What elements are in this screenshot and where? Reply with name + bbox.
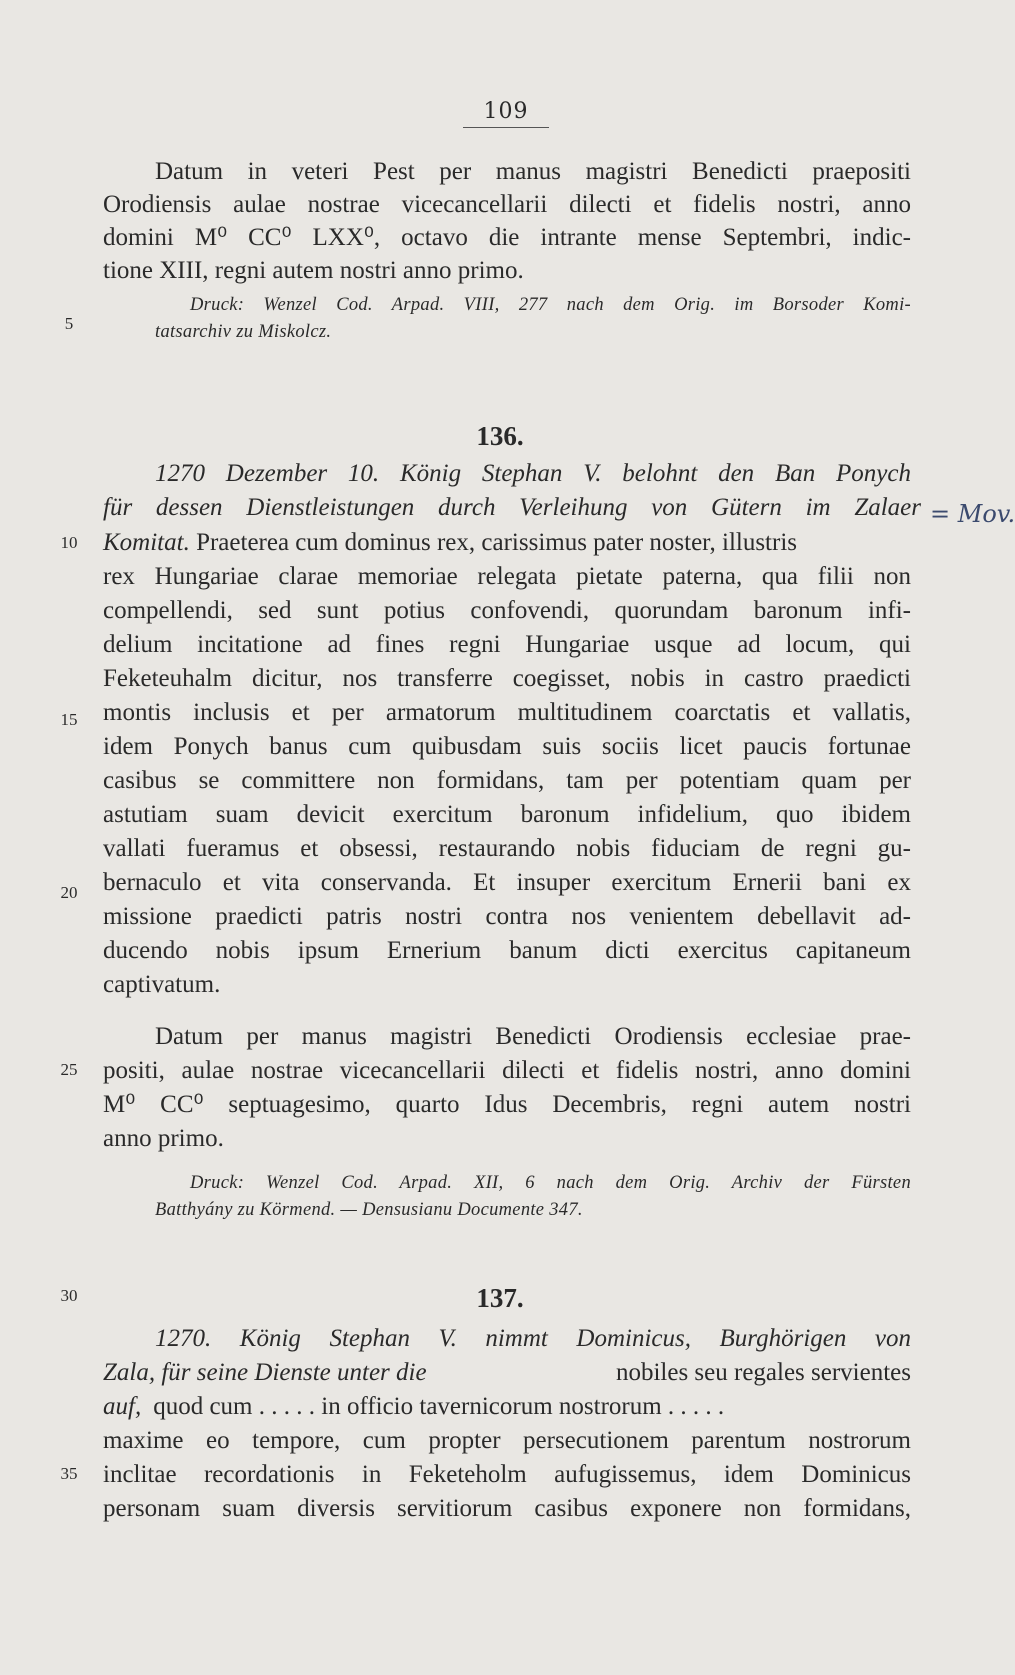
text-line: captivatum. [103,971,221,998]
line-number: 10 [60,533,78,552]
regest-line: 1270. König Stephan V. nimmt Dominicus, Burghörigen von [155,1325,911,1352]
text-segment: Praeterea cum dominus rex, carissimus pater noster, illustris [196,529,798,556]
print-note: tatsarchiv zu Miskolcz. [155,322,332,342]
text-line: anno primo. [103,1125,224,1152]
line-number: 20 [60,883,78,902]
line-number: 25 [60,1060,78,1079]
regest-line: für dessen Dienstleistungen durch Verleihung von Gütern im Zalaer [103,494,921,521]
text-line: idem Ponych banus cum quibusdam suis sociis licet paucis fortunae [103,733,911,760]
text-line: Datum in veteri Pest per manus magistri Benedicti praepositi [155,158,911,185]
text-segment: nobiles seu regales servientes [615,1359,911,1386]
text-line: ducendo nobis ipsum Ernerium banum dicti exercitus capitaneum [103,937,911,964]
print-note: Druck: Wenzel Cod. Arpad. VIII, 277 nach dem Orig. im Borsoder Komi- [190,295,911,315]
page-number: 109 [483,99,529,124]
text-line: astutiam suam devicit exercitum baronum infidelium, quo ibidem [103,801,911,828]
text-line: rex Hungariae clarae memoriae relegata pietate paterna, qua filii non [103,563,911,590]
text-line: positi, aulae nostrae vicecancellarii dilecti et fidelis nostri, anno domini [103,1057,911,1084]
regest-segment: auf, [103,1393,142,1420]
text-line [103,1356,911,1390]
print-note: Druck: Wenzel Cod. Arpad. XII, 6 nach dem Orig. Archiv der Fürsten [190,1173,911,1193]
text-segment: quod cum . . . . . in officio tavernicorum nostrorum . . . . . [153,1393,725,1420]
line-number: 30 [60,1286,78,1305]
text-line: tione XIII, regni autem nostri anno primo. [103,257,524,284]
line-number: 15 [60,710,78,729]
line-number: 35 [60,1464,78,1483]
text-line: missione praedicti patris nostri contra nos venientem debellavit ad- [103,903,911,930]
text-line: domini M⁰ CC⁰ LXX⁰, octavo die intrante mense Septembri, indic- [103,224,911,251]
text-line: compellendi, sed sunt potius confovendi, quorundam baronum infi- [103,597,911,624]
page-number-rule [463,127,549,128]
text-line: inclitae recordationis in Feketeholm aufugissemus, idem Dominicus [103,1461,911,1488]
text-line: personam suam diversis servitiorum casibus exponere non formidans, [103,1495,911,1522]
regest-line: 1270 Dezember 10. König Stephan V. belohnt den Ban Ponych [155,460,911,487]
text-line: maxime eo tempore, cum propter persecutionem parentum nostrorum [103,1427,911,1454]
regest-segment: Zala, für seine Dienste unter die [103,1359,427,1386]
text-line: montis inclusis et per armatorum multitudinem coarctatis et vallatis, [103,699,911,726]
print-note: Batthyány zu Körmend. — Densusianu Documente 347. [155,1200,583,1220]
text-line: vallati fueramus et obsessi, restaurando nobis fiduciam de regni gu- [103,835,911,862]
text-line [103,526,911,560]
text-line: M⁰ CC⁰ septuagesimo, quarto Idus Decembris, regni autem nostri [103,1091,911,1118]
text-line: Orodiensis aulae nostrae vicecancellarii dilecti et fidelis nostri, anno [103,191,911,218]
regest-end: Komitat. [103,529,190,556]
entry-heading-136: 136. [476,421,524,451]
entry-heading-137: 137. [476,1283,524,1313]
text-line: Feketeuhalm dicitur, nos transferre coegisset, nobis in castro praedicti [103,665,911,692]
text-line [103,1390,911,1424]
text-line: delium incitatione ad fines regni Hungariae usque ad locum, qui [103,631,911,658]
handwritten-margin-note: = Mov. [930,500,1015,528]
text-line: Datum per manus magistri Benedicti Orodiensis ecclesiae prae- [155,1023,911,1050]
line-number: 5 [64,314,74,333]
text-line: casibus se committere non formidans, tam per potentiam quam per [103,767,911,794]
text-line: bernaculo et vita conservanda. Et insuper exercitum Ernerii bani ex [103,869,911,896]
